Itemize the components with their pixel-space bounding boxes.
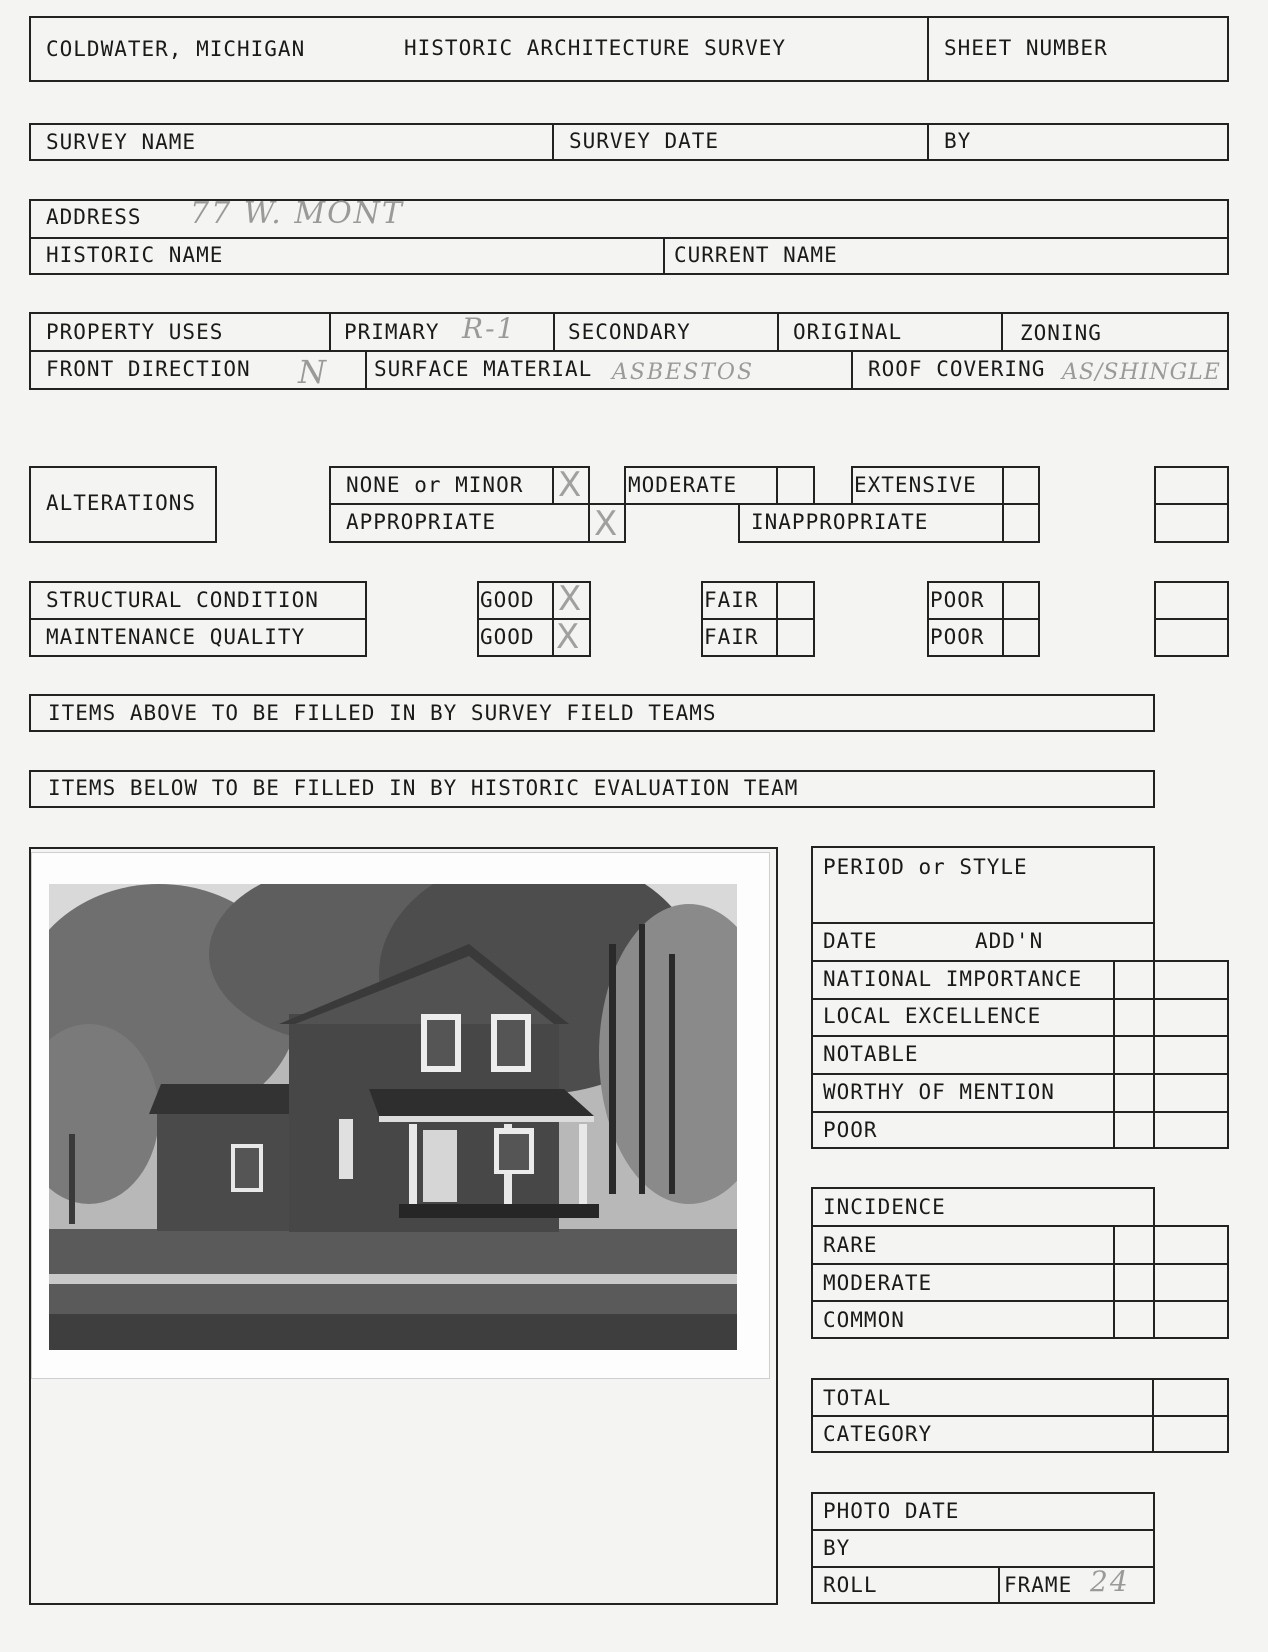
front-direction-label: FRONT DIRECTION bbox=[46, 357, 251, 381]
eval-line-local bbox=[811, 998, 1229, 1000]
maintenance-good-label: GOOD bbox=[480, 625, 535, 649]
eval-poor-label: POOR bbox=[823, 1118, 878, 1142]
survey-date-label: SURVEY DATE bbox=[569, 129, 720, 153]
alt-appropriate-label: APPROPRIATE bbox=[346, 510, 497, 534]
alt-moderate-divider bbox=[776, 466, 778, 505]
roof-covering-value: AS/SHINGLE bbox=[1062, 360, 1221, 385]
header-divider bbox=[927, 16, 929, 82]
address-value: 77 W. MONT bbox=[190, 196, 404, 231]
surface-divider bbox=[365, 350, 367, 390]
eval-line-national bbox=[811, 960, 1229, 962]
alt-moderate-label: MODERATE bbox=[628, 473, 738, 497]
original-divider bbox=[777, 312, 779, 350]
structural-good-mark: X bbox=[558, 579, 582, 619]
structural-poor-label: POOR bbox=[930, 588, 985, 612]
eval-score-right bbox=[1227, 960, 1229, 1149]
survey-divider-1 bbox=[552, 123, 554, 161]
alt-inappropriate-divider bbox=[1002, 503, 1004, 543]
totals-divider bbox=[811, 1415, 1229, 1417]
photo-frame-right bbox=[776, 847, 778, 1603]
rare-label: RARE bbox=[823, 1233, 878, 1257]
fair-box-vdivider bbox=[776, 581, 778, 657]
category-label: CATEGORY bbox=[823, 1422, 933, 1446]
alt-extensive-divider bbox=[1002, 466, 1004, 505]
address-divider bbox=[29, 237, 1229, 239]
survey-name-label: SURVEY NAME bbox=[46, 130, 197, 154]
photo-frame-top bbox=[29, 847, 777, 849]
frame-label: FRAME bbox=[1004, 1573, 1073, 1597]
condition-score-divider bbox=[1154, 618, 1229, 620]
survey-by-label: BY bbox=[944, 129, 972, 153]
inc-line-rare bbox=[811, 1225, 1229, 1227]
front-direction-value: N bbox=[298, 353, 328, 391]
city-title: COLDWATER, MICHIGAN bbox=[46, 37, 306, 61]
photo-date-label: PHOTO DATE bbox=[823, 1499, 960, 1523]
national-importance-label: NATIONAL IMPORTANCE bbox=[823, 967, 1083, 991]
roof-covering-label: ROOF COVERING bbox=[868, 357, 1046, 381]
alt-none-minor-mark: X bbox=[558, 465, 582, 505]
alt-appropriate-divider bbox=[588, 503, 590, 543]
eval-score-col bbox=[1113, 960, 1115, 1149]
incidence-label: INCIDENCE bbox=[823, 1195, 946, 1219]
good-box-vdivider bbox=[552, 581, 554, 657]
poor-box-vdivider bbox=[1002, 581, 1004, 657]
worthy-of-mention-label: WORTHY OF MENTION bbox=[823, 1080, 1055, 1104]
frame-divider bbox=[998, 1566, 1000, 1604]
alt-appropriate-mark: X bbox=[594, 504, 618, 544]
roof-divider bbox=[851, 350, 853, 390]
inc-line-common bbox=[811, 1300, 1229, 1302]
alt-extensive-label: EXTENSIVE bbox=[854, 473, 977, 497]
structural-fair-label: FAIR bbox=[704, 588, 759, 612]
condition-label-divider bbox=[29, 618, 367, 620]
inc-moderate-label: MODERATE bbox=[823, 1271, 933, 1295]
current-name-label: CURRENT NAME bbox=[674, 243, 838, 267]
zoning-divider bbox=[1001, 312, 1003, 350]
survey-title: HISTORIC ARCHITECTURE SURVEY bbox=[404, 36, 787, 60]
photo-frame-bottom bbox=[29, 1603, 778, 1605]
primary-label: PRIMARY bbox=[344, 320, 440, 344]
photo-info-line-1 bbox=[811, 1529, 1155, 1531]
note-above: ITEMS ABOVE TO BE FILLED IN BY SURVEY FIELD TEAMS bbox=[48, 701, 717, 725]
secondary-label: SECONDARY bbox=[568, 320, 691, 344]
photo-by-label: BY bbox=[823, 1536, 851, 1560]
note-below: ITEMS BELOW TO BE FILLED IN BY HISTORIC EVALUATION TEAM bbox=[48, 776, 799, 800]
property-uses-label: PROPERTY USES bbox=[46, 320, 224, 344]
fair-box-divider bbox=[701, 618, 815, 620]
current-name-divider bbox=[663, 237, 665, 275]
maintenance-poor-label: POOR bbox=[930, 625, 985, 649]
local-excellence-label: LOCAL EXCELLENCE bbox=[823, 1004, 1042, 1028]
structural-good-label: GOOD bbox=[480, 588, 535, 612]
surface-material-value: ASBESTOS bbox=[612, 360, 755, 385]
poor-box-divider bbox=[927, 618, 1040, 620]
eval-line-bottom bbox=[811, 1147, 1229, 1149]
inc-line-bottom bbox=[1113, 1337, 1229, 1339]
original-label: ORIGINAL bbox=[793, 320, 903, 344]
eval-line-date bbox=[811, 922, 1155, 924]
date-label: DATE bbox=[823, 929, 878, 953]
addn-label: ADD'N bbox=[975, 929, 1044, 953]
alt-inappropriate-label: INAPPROPRIATE bbox=[751, 510, 929, 534]
common-label: COMMON bbox=[823, 1308, 905, 1332]
surface-material-label: SURFACE MATERIAL bbox=[374, 357, 593, 381]
house-photo bbox=[49, 884, 737, 1350]
property-divider bbox=[29, 350, 1229, 352]
inc-score-right bbox=[1227, 1225, 1229, 1339]
frame-value: 24 bbox=[1090, 1565, 1130, 1598]
survey-divider-2 bbox=[927, 123, 929, 161]
historic-name-label: HISTORIC NAME bbox=[46, 243, 224, 267]
roll-label: ROLL bbox=[823, 1573, 878, 1597]
inc-line-moderate bbox=[811, 1263, 1229, 1265]
structural-condition-label: STRUCTURAL CONDITION bbox=[46, 588, 319, 612]
maintenance-quality-label: MAINTENANCE QUALITY bbox=[46, 625, 306, 649]
primary-divider bbox=[329, 312, 331, 350]
inc-score-col bbox=[1113, 1225, 1115, 1339]
total-label: TOTAL bbox=[823, 1386, 892, 1410]
alterations-label: ALTERATIONS bbox=[46, 491, 197, 515]
period-style-label: PERIOD or STYLE bbox=[823, 855, 1028, 879]
secondary-divider bbox=[553, 312, 555, 350]
alt-none-minor-label: NONE or MINOR bbox=[346, 473, 524, 497]
eval-line-notable bbox=[811, 1035, 1229, 1037]
eval-line-worthy bbox=[811, 1073, 1229, 1075]
alt-none-minor-divider bbox=[552, 466, 554, 505]
totals-score-col bbox=[1152, 1378, 1154, 1453]
zoning-label: ZONING bbox=[1020, 321, 1102, 345]
maintenance-fair-label: FAIR bbox=[704, 625, 759, 649]
eval-line-poor bbox=[811, 1111, 1229, 1113]
alt-score-divider bbox=[1154, 503, 1229, 505]
maintenance-good-mark: X bbox=[556, 617, 580, 657]
sheet-number-label: SHEET NUMBER bbox=[944, 36, 1108, 60]
address-label: ADDRESS bbox=[46, 205, 142, 229]
primary-value: R-1 bbox=[462, 312, 517, 345]
notable-label: NOTABLE bbox=[823, 1042, 919, 1066]
